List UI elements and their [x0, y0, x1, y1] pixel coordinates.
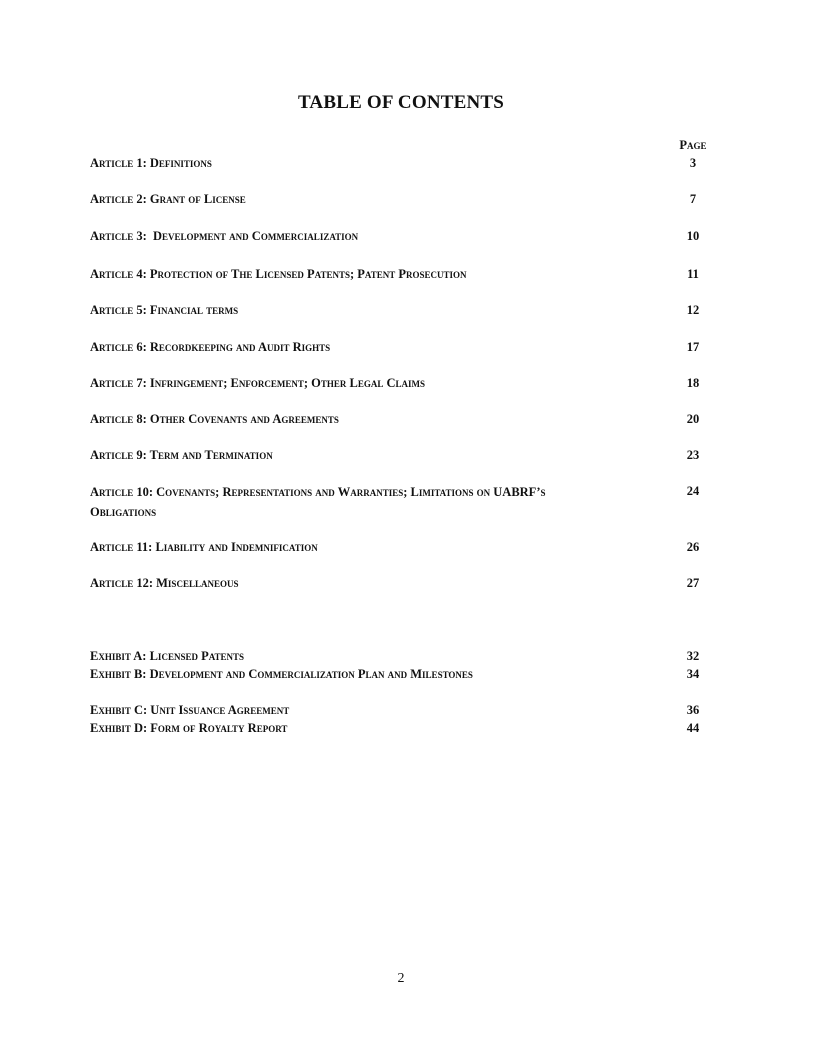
toc-entry-label: Article 3: Development and Commercialization	[90, 229, 359, 243]
toc-entry-article-12[interactable]	[90, 574, 718, 592]
toc-entry-label: Article 9: Term and Termination	[90, 448, 273, 462]
toc-entry-label: Article 7: Infringement; Enforcement; Other Legal Claims	[90, 376, 426, 390]
toc-entry-label: Article 2: Grant of License	[90, 192, 246, 206]
toc-entry-label: Article 1: Definitions	[90, 156, 212, 170]
toc-entry-page: 26	[686, 540, 700, 554]
toc-entry-page: 3	[689, 156, 697, 170]
toc-entry-article-8[interactable]	[90, 410, 718, 428]
toc-entry-label: Article 8: Other Covenants and Agreements	[90, 412, 339, 426]
toc-entry-label: Exhibit D: Form of Royalty Report	[90, 721, 288, 735]
toc-entry-page: 36	[686, 703, 700, 717]
toc-entry-page: 11	[687, 267, 699, 281]
toc-entry-article-11[interactable]	[90, 538, 718, 556]
page-title: TABLE OF CONTENTS	[297, 92, 505, 113]
toc-entry-exhibit-a[interactable]	[90, 647, 718, 665]
toc-entry-article-4[interactable]	[90, 265, 718, 283]
footer-page-number: 2	[397, 971, 405, 986]
toc-entry-page: 44	[686, 721, 700, 735]
toc-entry-exhibit-c[interactable]	[90, 701, 718, 719]
toc-entry-page: 32	[686, 649, 700, 663]
toc-entry-article-5[interactable]	[90, 301, 718, 319]
toc-entry-page: 23	[686, 448, 700, 462]
toc-entry-article-10[interactable]	[90, 482, 718, 522]
toc-entry-label: Exhibit C: Unit Issuance Agreement	[90, 703, 290, 717]
toc-entry-article-2[interactable]	[90, 190, 718, 208]
toc-entry-page: 7	[689, 192, 697, 206]
toc-entry-article-3[interactable]	[90, 227, 718, 245]
toc-entry-label: Article 6: Recordkeeping and Audit Rights	[90, 340, 331, 354]
toc-entry-label: Article 10: Covenants; Representations and Warranties; Limitations on UABRF’s Obligations	[90, 485, 546, 519]
toc-entry-exhibit-d[interactable]	[90, 719, 718, 737]
toc-entry-page: 20	[686, 412, 700, 426]
toc-entry-exhibit-b[interactable]	[90, 665, 718, 683]
page-column-header: Page	[679, 138, 707, 152]
toc-entry-page: 18	[686, 376, 700, 390]
toc-entry-page: 27	[686, 576, 700, 590]
toc-entry-label: Article 11: Liability and Indemnification	[90, 540, 318, 554]
toc-entry-label: Exhibit A: Licensed Patents	[90, 649, 245, 663]
toc-entry-article-6[interactable]	[90, 338, 718, 356]
toc-entry-article-7[interactable]	[90, 374, 718, 392]
toc-entry-label: Exhibit B: Development and Commercialization Plan and Milestones	[90, 667, 473, 681]
toc-entry-article-9[interactable]	[90, 446, 718, 464]
toc-entry-page: 10	[686, 229, 700, 243]
toc-entry-page: 24	[686, 484, 700, 498]
toc-entry-label: Article 4: Protection of The Licensed Patents; Patent Prosecution	[90, 267, 467, 281]
toc-entry-article-1[interactable]	[90, 154, 718, 172]
toc-entry-page: 17	[686, 340, 700, 354]
toc-entry-label: Article 5: Financial terms	[90, 303, 239, 317]
toc-entry-page: 12	[686, 303, 700, 317]
toc-entry-label: Article 12: Miscellaneous	[90, 576, 239, 590]
toc-entry-page: 34	[686, 667, 700, 681]
